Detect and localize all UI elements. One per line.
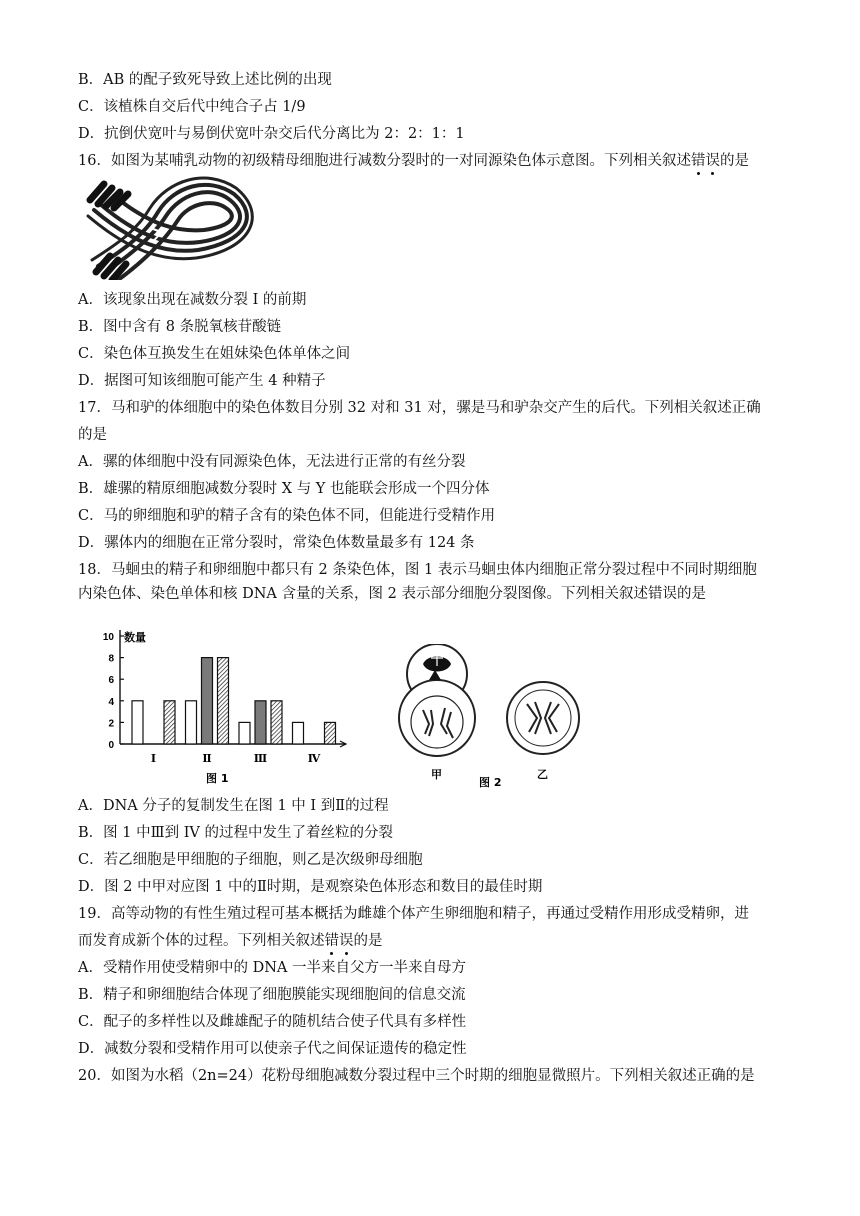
cell-label-yi: 乙 bbox=[537, 768, 548, 781]
x-tick-label: Ⅰ bbox=[150, 752, 157, 765]
bar bbox=[325, 722, 336, 744]
q15-option-b: B．AB 的配子致死导致上述比例的出现 bbox=[78, 72, 332, 88]
cell-yi bbox=[507, 682, 579, 754]
q17-option-d: D．骡体内的细胞在正常分裂时，常染色体数量最多有 124 条 bbox=[78, 535, 475, 551]
y-tick-label: 6 bbox=[108, 675, 114, 687]
q18-option-c: C．若乙细胞是甲细胞的子细胞，则乙是次级卵母细胞 bbox=[78, 852, 423, 868]
bar bbox=[239, 722, 250, 744]
bar bbox=[164, 701, 175, 744]
q16-option-a: A．该现象出现在减数分裂 I 的前期 bbox=[78, 292, 307, 308]
q15-option-c: C．该植株自交后代中纯合子占 1/9 bbox=[78, 99, 306, 115]
homologous-chromosome-figure bbox=[80, 176, 270, 280]
q16-stem-end: 的是 bbox=[719, 153, 749, 169]
q19-stem-text: 而发育成新个体的过程。下列相关叙述 bbox=[78, 933, 325, 949]
q19-stem-end: 的是 bbox=[353, 933, 383, 949]
cell-jia bbox=[399, 644, 475, 756]
chart-axes bbox=[120, 630, 346, 747]
q18-option-d: D．图 2 中甲对应图 1 中的Ⅱ时期，是观察染色体形态和数目的最佳时期 bbox=[78, 879, 543, 895]
bar bbox=[293, 722, 304, 744]
q19-option-a: A．受精作用使受精卵中的 DNA 一半来自父方一半来自母方 bbox=[78, 960, 466, 976]
q19-stem-line1: 19．高等动物的有性生殖过程可基本概括为雌雄个体产生卵细胞和精子，再通过受精作用形成受精卵，进 bbox=[78, 906, 749, 922]
q19-emphasis-char: 错 bbox=[324, 933, 339, 949]
q19-option-b: B．精子和卵细胞结合体现了细胞膜能实现细胞间的信息交流 bbox=[78, 987, 466, 1003]
q16-stem-text: 16．如图为某哺乳动物的初级精母细胞进行减数分裂时的一对同源染色体示意图。下列相关叙述 bbox=[78, 153, 691, 169]
figure-1-caption: 图 1 bbox=[206, 772, 229, 785]
chart-bars bbox=[132, 658, 336, 744]
q18-stem-line1: 18．马蛔虫的精子和卵细胞中都只有 2 条染色体，图 1 表示马蛔虫体内细胞正常分裂过程中不同时期细胞 bbox=[78, 562, 757, 578]
y-tick-label: 10 bbox=[102, 632, 114, 643]
x-tick-label: Ⅱ bbox=[202, 752, 212, 765]
y-tick-label: 4 bbox=[108, 696, 114, 708]
bar bbox=[202, 658, 213, 744]
figure-2-caption: 图 2 bbox=[479, 776, 502, 789]
figure-2-cells bbox=[395, 644, 595, 790]
q17-option-c: C．马的卵细胞和驴的精子含有的染色体不同，但能进行受精作用 bbox=[78, 508, 496, 524]
y-tick-label: 8 bbox=[108, 653, 114, 665]
q16-option-c: C．染色体互换发生在姐妹染色体单体之间 bbox=[78, 346, 351, 362]
q19-emphasis-char: 误 bbox=[339, 933, 354, 949]
x-tick-label: Ⅲ bbox=[253, 752, 268, 765]
q15-option-d: D．抗倒伏宽叶与易倒伏宽叶杂交后代分离比为 2：2：1：1 bbox=[78, 126, 465, 142]
bar bbox=[271, 701, 282, 744]
bar bbox=[132, 701, 143, 744]
figure-1-bar-chart bbox=[86, 624, 356, 788]
q16-option-b: B．图中含有 8 条脱氧核苷酸链 bbox=[78, 319, 282, 335]
q19-option-d: D．减数分裂和受精作用可以使亲子代之间保证遗传的稳定性 bbox=[78, 1041, 467, 1057]
q18-option-a: A．DNA 分子的复制发生在图 1 中 I 到Ⅱ的过程 bbox=[78, 798, 389, 814]
y-tick-label: 2 bbox=[108, 718, 114, 730]
x-tick-label: Ⅳ bbox=[307, 752, 321, 765]
q20-stem: 20．如图为水稻（2n=24）花粉母细胞减数分裂过程中三个时期的细胞显微照片。下列相关叙述正确的是 bbox=[78, 1068, 755, 1084]
q17-stem-line2: 的是 bbox=[78, 427, 107, 443]
q19-stem-line2 bbox=[78, 931, 383, 951]
y-tick-label: 0 bbox=[108, 740, 114, 751]
q17-option-b: B．雄骡的精原细胞减数分裂时 X 与 Y 也能联会形成一个四分体 bbox=[78, 481, 490, 497]
q16-stem bbox=[78, 151, 749, 171]
q18-stem-line2: 内染色体、染色单体和核 DNA 含量的关系，图 2 表示部分细胞分裂图像。下列相关叙述错误的是 bbox=[78, 586, 706, 602]
cell-label-jia: 甲 bbox=[431, 768, 442, 781]
y-axis-label: 数量 bbox=[124, 631, 146, 644]
q16-option-d: D．据图可知该细胞可能产生 4 种精子 bbox=[78, 373, 326, 389]
q18-option-b: B．图 1 中Ⅲ到 IV 的过程中发生了着丝粒的分裂 bbox=[78, 825, 393, 841]
bar bbox=[186, 701, 197, 744]
q19-option-c: C．配子的多样性以及雌雄配子的随机结合使子代具有多样性 bbox=[78, 1014, 467, 1030]
q16-emphasis-char: 误 bbox=[705, 153, 720, 169]
bar bbox=[255, 701, 266, 744]
bar bbox=[218, 658, 229, 744]
q16-emphasis-char: 错 bbox=[690, 153, 706, 169]
q17-stem-line1: 17．马和驴的体细胞中的染色体数目分别 32 对和 31 对，骡是马和驴杂交产生的后代。下列相关叙述正确 bbox=[78, 400, 761, 416]
q17-option-a: A．骡的体细胞中没有同源染色体，无法进行正常的有丝分裂 bbox=[78, 454, 466, 470]
